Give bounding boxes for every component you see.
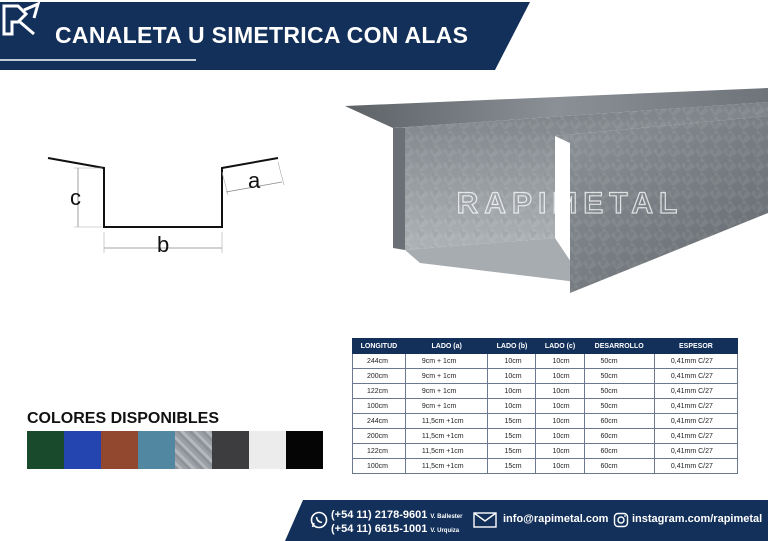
cell-lado-b: 10cm: [488, 399, 536, 414]
cell-espesor: 0,41mm C/27: [654, 444, 737, 459]
cell-espesor: 0,41mm C/27: [654, 399, 737, 414]
watermark-logo: [420, 183, 720, 223]
col-header-lado-b: LADO (b): [488, 339, 536, 354]
table-row: [353, 414, 738, 429]
instagram-link[interactable]: instagram.com/rapimetal: [632, 513, 763, 525]
phone-line-2[interactable]: [331, 519, 459, 537]
cell-lado-a: 9cm + 1cm: [405, 354, 488, 369]
cell-lado-b: 15cm: [488, 459, 536, 474]
rapimetal-logo-icon: [0, 0, 44, 40]
col-header-longitud: LONGITUD: [353, 339, 406, 354]
swatch-green: [27, 431, 64, 469]
table-row: [353, 369, 738, 384]
swatch-blue: [64, 431, 101, 469]
cell-espesor: 0,41mm C/27: [654, 414, 737, 429]
table-row: [353, 444, 738, 459]
swatch-brown: [101, 431, 138, 469]
instagram-icon: [613, 512, 629, 528]
table-row: [353, 384, 738, 399]
color-swatches: [27, 431, 323, 469]
swatch-black: [286, 431, 323, 469]
cell-lado-a: 11,5cm +1cm: [405, 429, 488, 444]
cell-espesor: 0,41mm C/27: [654, 429, 737, 444]
contact-footer: [285, 500, 768, 541]
cell-lado-c: 10cm: [536, 384, 584, 399]
phone-1-location: V. Ballester: [430, 514, 463, 520]
cell-lado-b: 10cm: [488, 384, 536, 399]
col-header-desarrollo: DESARROLLO: [584, 339, 654, 354]
colors-title: COLORES DISPONIBLES: [27, 410, 220, 427]
swatch-steel-blue: [138, 431, 175, 469]
col-header-lado-c: LADO (c): [536, 339, 584, 354]
cell-lado-a: 9cm + 1cm: [405, 384, 488, 399]
cell-espesor: 0,41mm C/27: [654, 354, 737, 369]
cell-desarrollo: 60cm: [584, 429, 654, 444]
title-banner: [0, 0, 530, 70]
whatsapp-icon: [309, 510, 329, 530]
table-header-row: [353, 339, 738, 354]
cell-espesor: 0,41mm C/27: [654, 369, 737, 384]
cell-longitud: 244cm: [353, 414, 406, 429]
table-row: [353, 459, 738, 474]
cell-lado-c: 10cm: [536, 444, 584, 459]
table-row: [353, 429, 738, 444]
cell-lado-a: 11,5cm +1cm: [405, 414, 488, 429]
cell-lado-b: 10cm: [488, 354, 536, 369]
dimension-a-label: a: [248, 168, 261, 193]
cell-lado-a: 9cm + 1cm: [405, 369, 488, 384]
cell-desarrollo: 50cm: [584, 354, 654, 369]
dimension-b-label: b: [157, 232, 170, 257]
cell-desarrollo: 50cm: [584, 369, 654, 384]
cell-lado-c: 10cm: [536, 429, 584, 444]
cell-desarrollo: 60cm: [584, 459, 654, 474]
cell-lado-c: 10cm: [536, 369, 584, 384]
cell-lado-a: 11,5cm +1cm: [405, 459, 488, 474]
cell-longitud: 200cm: [353, 429, 406, 444]
page-title: CANALETA U SIMETRICA CON ALAS: [55, 22, 469, 48]
email-link[interactable]: info@rapimetal.com: [503, 513, 609, 525]
mail-icon: [473, 512, 497, 528]
swatch-galvanized: [175, 431, 212, 469]
cell-lado-b: 15cm: [488, 444, 536, 459]
cell-espesor: 0,41mm C/27: [654, 459, 737, 474]
cell-espesor: 0,41mm C/27: [654, 384, 737, 399]
col-header-espesor: ESPESOR: [654, 339, 737, 354]
cell-lado-a: 9cm + 1cm: [405, 399, 488, 414]
cell-longitud: 100cm: [353, 399, 406, 414]
cell-lado-a: 11,5cm +1cm: [405, 444, 488, 459]
cell-longitud: 100cm: [353, 459, 406, 474]
cell-lado-c: 10cm: [536, 414, 584, 429]
cell-lado-c: 10cm: [536, 459, 584, 474]
cell-desarrollo: 60cm: [584, 444, 654, 459]
cell-longitud: 200cm: [353, 369, 406, 384]
dimension-c-label: c: [70, 185, 81, 210]
cell-longitud: 122cm: [353, 444, 406, 459]
cell-lado-b: 10cm: [488, 369, 536, 384]
cell-desarrollo: 50cm: [584, 399, 654, 414]
cell-desarrollo: 50cm: [584, 384, 654, 399]
cell-lado-c: 10cm: [536, 399, 584, 414]
phone-2: (+54 11) 6615-1001: [331, 523, 428, 535]
table-row: [353, 399, 738, 414]
col-header-lado-a: LADO (a): [405, 339, 488, 354]
swatch-white: [249, 431, 286, 469]
cell-lado-b: 15cm: [488, 429, 536, 444]
table-row: [353, 354, 738, 369]
cell-lado-c: 10cm: [536, 354, 584, 369]
cell-longitud: 244cm: [353, 354, 406, 369]
phone-1: (+54 11) 2178-9601: [331, 509, 428, 521]
swatch-dark-gray: [212, 431, 249, 469]
cell-desarrollo: 60cm: [584, 414, 654, 429]
profile-diagram: [40, 140, 300, 270]
cell-lado-b: 15cm: [488, 414, 536, 429]
phone-2-location: V. Urquiza: [430, 528, 460, 534]
cell-longitud: 122cm: [353, 384, 406, 399]
spec-table: [352, 338, 738, 474]
watermark-text: RAPIMETAL: [456, 187, 684, 220]
